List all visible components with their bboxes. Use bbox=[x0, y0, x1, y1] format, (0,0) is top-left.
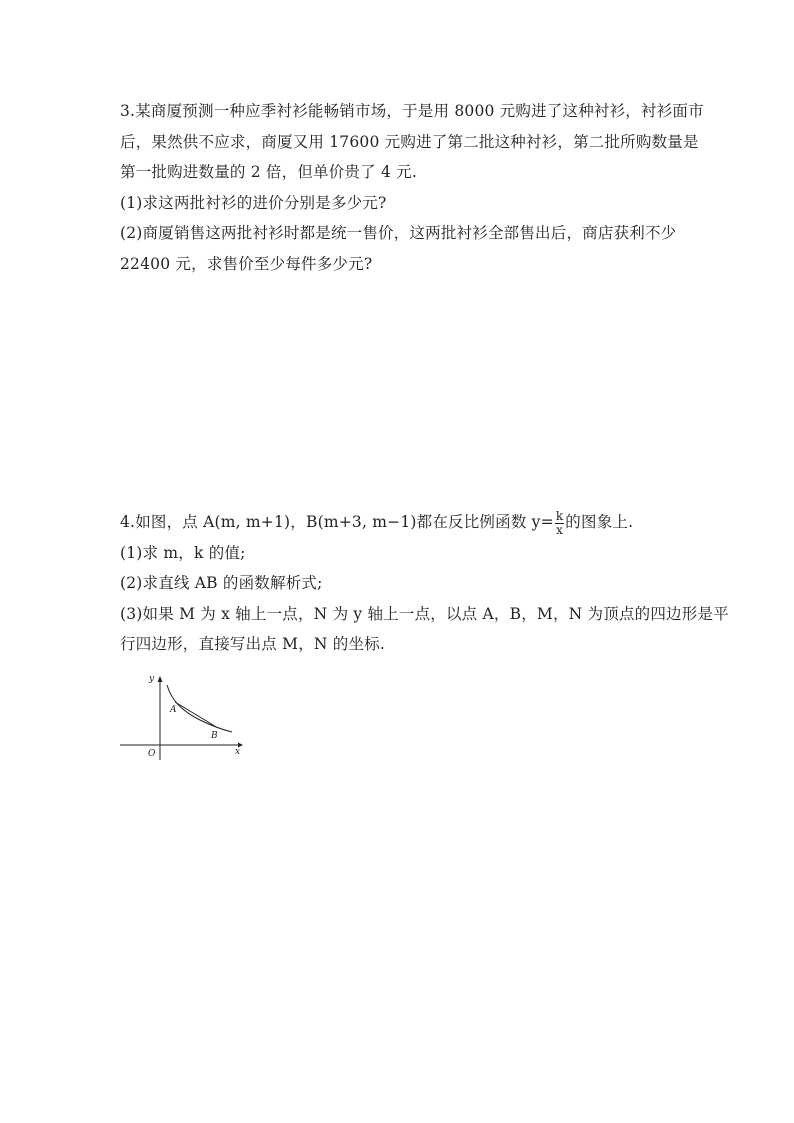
q4-line-1-after: 的图象上. bbox=[565, 513, 634, 531]
label-point-a: A bbox=[170, 705, 177, 715]
q3-line-3: 第一批购进数量的 2 倍，但单价贵了 4 元. bbox=[120, 163, 417, 181]
q4-line-1-before: 4.如图，点 A(m, m+1)，B(m+3, m−1)都在反比例函数 y= bbox=[120, 513, 554, 531]
q4-part-2: (2)求直线 AB 的函数解析式; bbox=[120, 574, 323, 592]
label-y: y bbox=[149, 674, 155, 684]
q3-part-2-line-1: (2)商厦销售这两批衬衫时都是统一售价，这两批衬衫全部售出后，商店获利不少 bbox=[120, 224, 677, 242]
q3-part-1: (1)求这两批衬衫的进价分别是多少元? bbox=[120, 193, 387, 212]
q3-part-2-line-2: 22400 元，求售价至少每件多少元? bbox=[120, 254, 373, 273]
q4-part-1: (1)求 m，k 的值; bbox=[120, 543, 246, 562]
label-point-b: B bbox=[211, 731, 218, 741]
label-origin: O bbox=[148, 749, 156, 759]
q4-part-3-line-2: 行四边形，直接写出点 M，N 的坐标. bbox=[120, 635, 386, 653]
q3-line-2: 后，果然供不应求，商厦又用 17600 元购进了第二批这种衬衫，第二批所购数量是 bbox=[120, 132, 699, 151]
y-axis-arrow bbox=[158, 676, 163, 682]
fraction-numerator: k bbox=[555, 508, 564, 523]
hyperbola-curve bbox=[167, 685, 232, 732]
fraction-k-over-x bbox=[555, 510, 564, 537]
q4-part-3-line-1: (3)如果 M 为 x 轴上一点，N 为 y 轴上一点，以点 A，B，M，N 为顶点的四边形是平 bbox=[120, 604, 729, 623]
line-ab bbox=[175, 702, 218, 728]
hyperbola-figure bbox=[118, 672, 248, 764]
q3-line-1: 3.某商厦预测一种应季衬衫能畅销市场，于是用 8000 元购进了这种衬衫，衬衫面市 bbox=[120, 102, 704, 120]
q4-line-1 bbox=[120, 507, 692, 538]
label-x: x bbox=[235, 747, 241, 757]
fraction-denominator: x bbox=[556, 522, 564, 537]
question-3 bbox=[120, 96, 704, 279]
question-4 bbox=[120, 507, 729, 660]
